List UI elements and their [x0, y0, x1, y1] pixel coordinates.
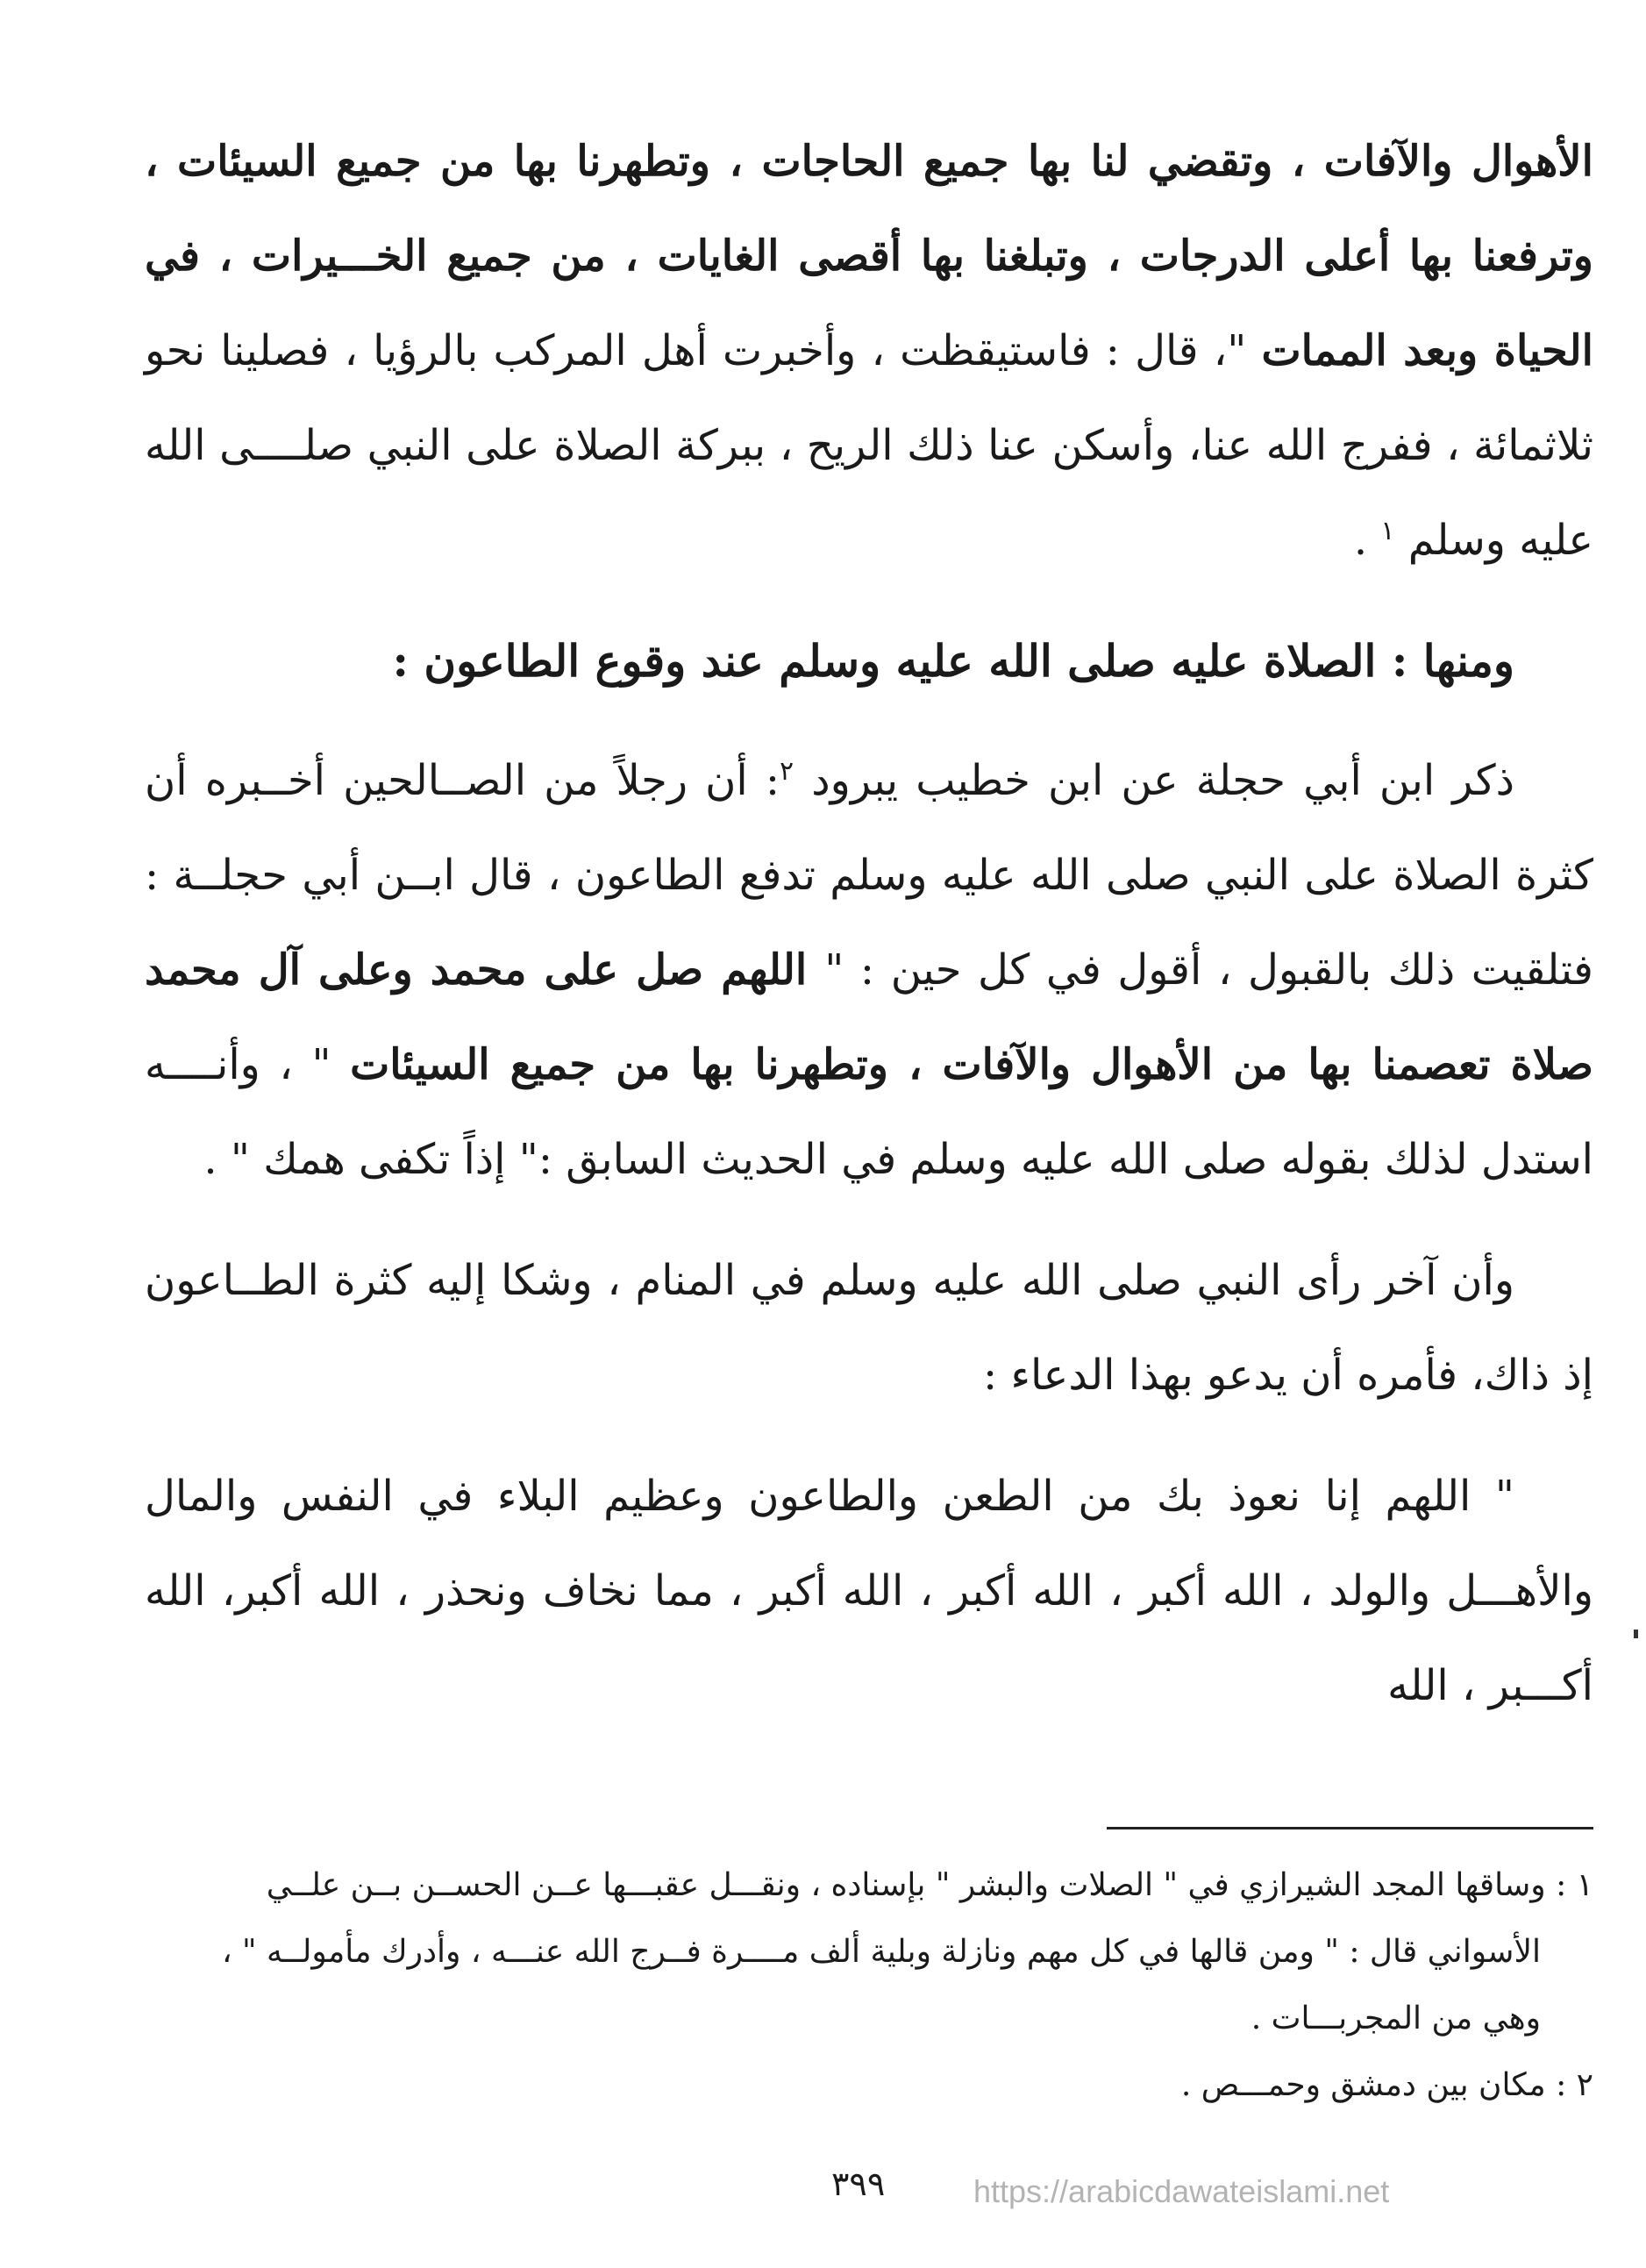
footnote-2: ٢ : مكان بين دمشق وحمـــص . [1180, 2067, 1593, 2103]
paragraph-2 [145, 733, 1593, 1207]
paragraph-1-text: "، قال : فاستيقظت ، وأخبرت أهل المركب بالرؤيا ، فصلينا نحو ثلاثمائة ، ففرج الله عنا، وأسكن عنا ذلك الريح ، ببركة الصلاة على النبي صلــــى الله عليه وسلم [145, 326, 1594, 565]
paragraph-2-text-b: : أن رجلاً من الصــالحين أخــبره أن كثرة الصلاة على النبي صلى الله عليه وسلم تدفع الطاعون ، قال ابــن أبي حجلــة : فتلقيت ذلك بالقبول ، أقول في كل حين : " [145, 756, 1594, 995]
paragraph-2-text-a: ذكر ابن أبي حجلة عن ابن خطيب يبرود [811, 756, 1514, 805]
footnote-separator [1107, 1827, 1593, 1829]
footnote-1-line-2: الأسواني قال : " ومن قالها في كل مهم ونازلة وبلية ألف مــــرة فــرج الله عنـــه ، وأدرك مأمولــه " ، [221, 1934, 1541, 1970]
footnote-ref-1[interactable]: ١ [1380, 516, 1395, 546]
footnote-ref-2[interactable]: ٢ [780, 756, 794, 787]
page-number: ٣٩٩ [831, 2165, 886, 2203]
watermark-url: https://arabicdawateislami.net [973, 2173, 1390, 2209]
paragraph-2-bold-prayer: اللهم صل على محمد وعلى آل محمد صلاة تعصمنا بها من الأهوال والآفات ، وتطهرنا بها من جميع السيئات [145, 945, 1594, 1089]
section-heading: ومنها : الصلاة عليه صلى الله عليه وسلم عند وقوع الطاعون : [392, 635, 1514, 687]
paragraph-4: " اللهم إنا نعوذ بك من الطعن والطاعون وعظيم البلاء في النفس والمال والأهـــل والولد ، الله أكبر ، الله أكبر ، الله أكبر ، مما نخاف ونحذر ، الله أكبر، الله أكـــبر ، الله [145, 1472, 1593, 1710]
footnote-1-line-3: وهي من المجربـــات . [1251, 2001, 1541, 2036]
footnote-1-line-1: ١ : وساقها المجد الشيرازي في " الصلات والبشر " بإسناده ، ونقـــل عقبـــها عــن الحســن بــن علــي [266, 1867, 1593, 1903]
main-text [145, 114, 1593, 1733]
paragraph-1-bold-text: الأهوال والآفات ، وتقضي لنا بها جميع الحاجات ، وتطهرنا بها من جميع السيئات ، وترفعنا بها أعلى الدرجات ، وتبلغنا بها أقصى الغايات ، من جميع الخـــيرات ، في الحياة وبعد الممات [145, 137, 1593, 375]
footnotes [145, 1852, 1593, 2119]
paragraph-1-end: . [1353, 516, 1381, 565]
paragraph-3: وأن آخر رأى النبي صلى الله عليه وسلم في المنام ، وشكا إليه كثرة الطــاعون إذ ذاك، فأمره أن يدعو بهذا الدعاء : [145, 1256, 1593, 1400]
paragraph-1 [145, 114, 1593, 588]
scan-artifact [1634, 1630, 1638, 1638]
paragraph-2-text-c: " ، وأنــــه استدل لذلك بقوله صلى الله عليه وسلم في الحديث السابق :" إذاً تكفى همك " . [145, 1040, 1593, 1184]
